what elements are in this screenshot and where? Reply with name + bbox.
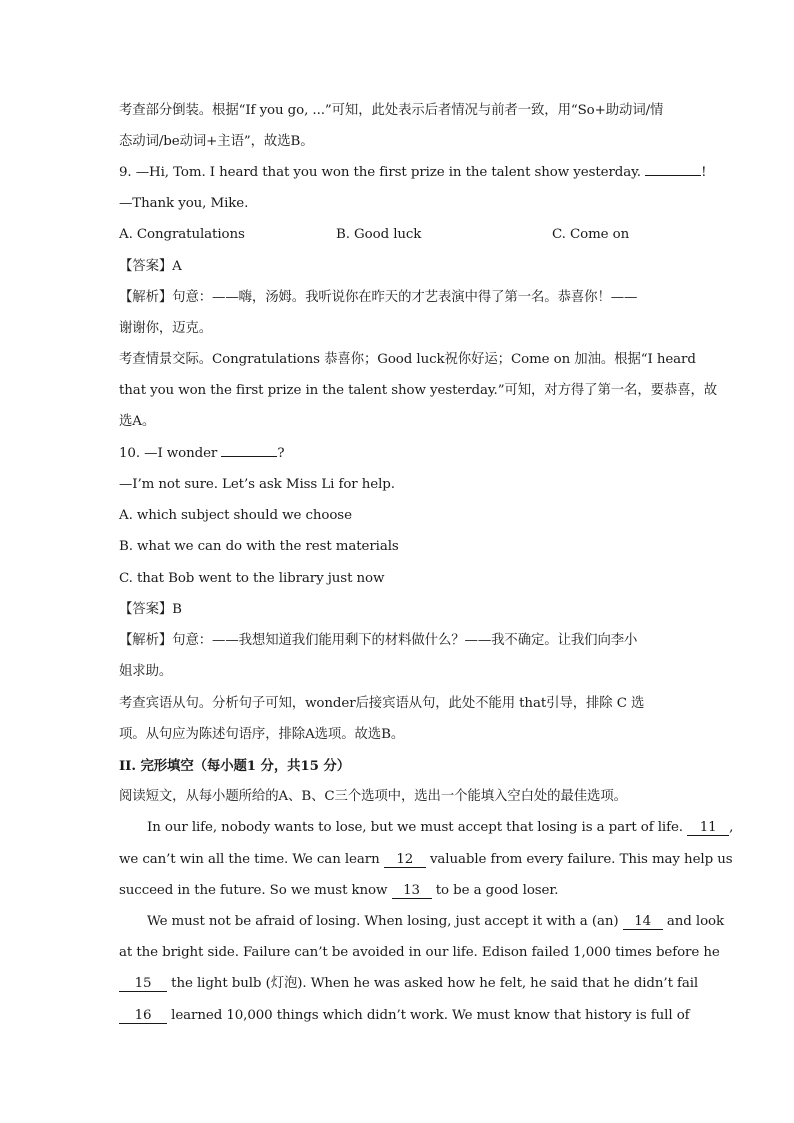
explanation-line: 姐求助。 [119,664,173,679]
option-c: C. Come on [552,227,630,242]
explanation-line: 谢谢你，迈克。 [119,321,213,336]
answer-label: 【答案】B [119,602,182,617]
passage-line: In our life, nobody wants to lose, but we must accept that losing is a part of life. 11 , [147,820,734,835]
cloze-blank: 11 [687,820,729,836]
option-a: A. which subject should we choose [119,508,352,523]
passage-line: we can’t win all the time. We can learn 12 valuable from every failure. This may help us [119,852,733,867]
passage-line: 16 learned 10,000 things which didn’t work. We must know that history is full of [119,1006,690,1026]
explanation-line: 【解析】句意：——我想知道我们能用剩下的材料做什么？——我不确定。让我们向李小 [119,633,638,648]
cloze-blank: 12 [384,852,426,868]
cloze-blank: 13 [392,883,432,899]
passage-line: We must not be afraid of losing. When losing, just accept it with a (an) 14 and look [147,914,725,929]
section-heading: II. 完形填空（每小题1 分，共15 分） [119,758,351,774]
section-instructions: 阅读短文，从每小题所给的A、B、C三个选项中，选出一个能填入空白处的最佳选项。 [119,789,627,804]
explanation-line: 【解析】句意：——嗨，汤姆。我听说你在昨天的才艺表演中得了第一名。恭喜你！—— [119,290,638,305]
text-line: —I’m not sure. Let’s ask Miss Li for help. [119,477,395,492]
passage-line: at the bright side. Failure can’t be avoided in our life. Edison failed 1,000 times before he [119,945,720,960]
cloze-blank: 14 [623,914,663,930]
answer-blank [221,456,277,457]
cloze-blank: 16 [119,1008,167,1024]
answer-blank [645,175,701,176]
text-line: —Thank you, Mike. [119,196,249,211]
option-a: A. Congratulations [119,227,245,242]
question-10: 10. —I wonder ? [119,446,285,461]
explanation-line: 项。从句应为陈述句语序，排除A选项。故选B。 [119,727,405,742]
answer-label: 【答案】A [119,259,182,274]
text-line: 考查部分倒装。根据“If you go, ...”可知，此处表示后者情况与前者一致，用“So+助动词/情 [119,103,664,118]
passage-line: succeed in the future. So we must know 13 to be a good loser. [119,883,559,898]
passage-line: 15 the light bulb (灯泡). When he was asked how he felt, he said that he didn’t fail [119,974,698,994]
explanation-line: that you won the first prize in the talent show yesterday.”可知，对方得了第一名，要恭喜，故 [119,383,718,398]
question-9: 9. —Hi, Tom. I heard that you won the first prize in the talent show yesterday. ! [119,165,707,180]
question-9-options [119,225,679,245]
option-c: C. that Bob went to the library just now [119,571,385,586]
question-9-stem: 9. —Hi, Tom. I heard that you won the first prize in the talent show yesterday. [119,165,641,180]
option-b: B. Good luck [336,227,422,242]
text-line: 态动词/be动词+主语”，故选B。 [119,134,314,149]
explanation-line: 考查情景交际。Congratulations 恭喜你；Good luck祝你好运；Come on 加油。根据“I heard [119,352,696,367]
option-b: B. what we can do with the rest materials [119,539,399,554]
explanation-line: 选A。 [119,414,156,429]
explanation-line: 考查宾语从句。分析句子可知，wonder后接宾语从句，此处不能用 that引导，排除 C 选 [119,696,645,711]
cloze-blank: 15 [119,976,167,992]
question-10-stem: 10. —I wonder [119,446,218,461]
